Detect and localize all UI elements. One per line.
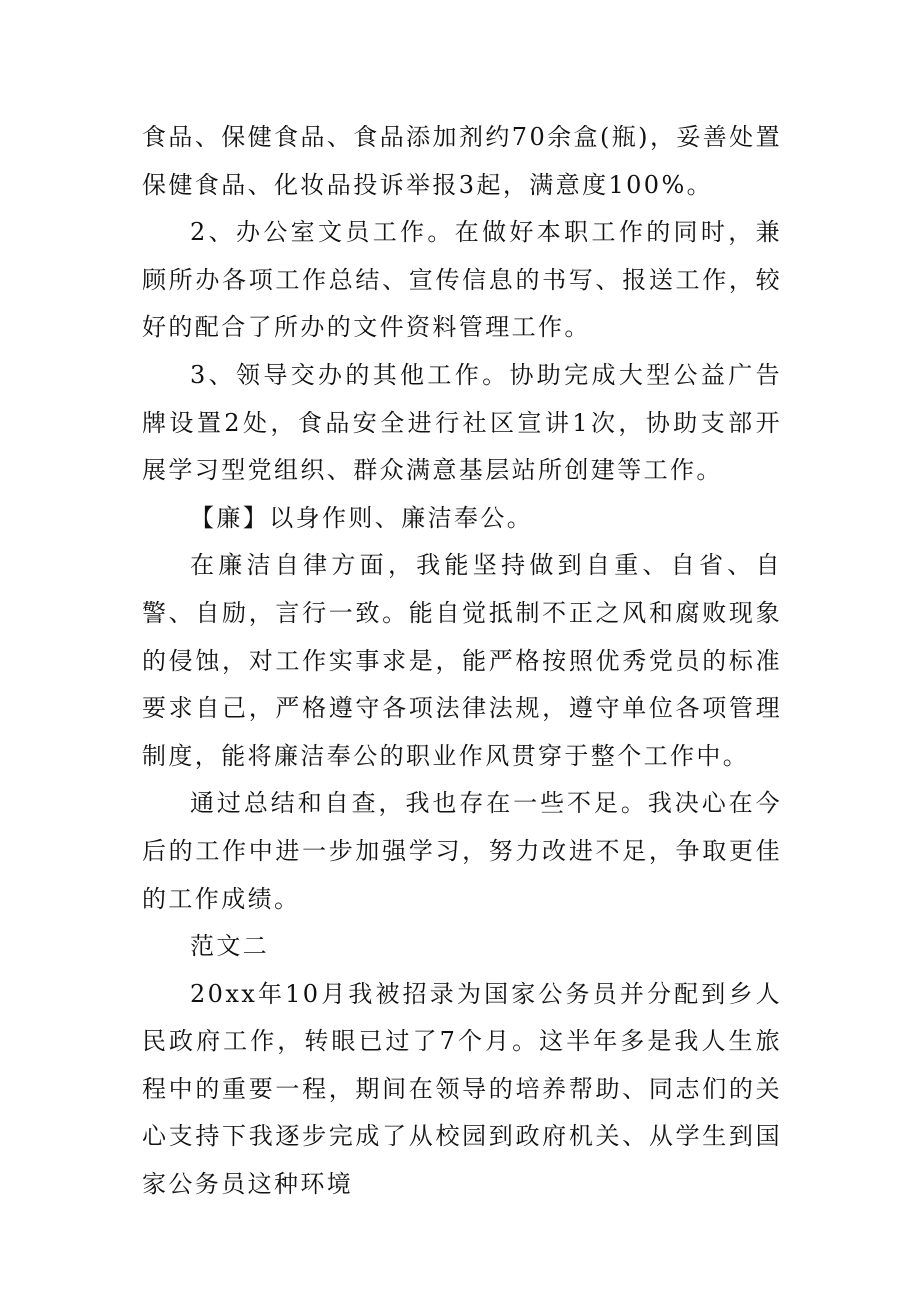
paragraph-continued: 食品、保健食品、食品添加剂约70余盒(瓶)，妥善处置保健食品、化妆品投诉举报3起，满意度100%。	[142, 123, 782, 199]
paragraph-sample-two-intro: 20xx年10月我被招录为国家公务员并分配到乡人民政府工作，转眼已过了7个月。这半年多是我人生旅程中的重要一程，期间在领导的培养帮助、同志们的关心支持下我逐步完成了从校园到政府机关、从学生到国家公务员这种环境	[142, 979, 782, 1199]
paragraph-integrity: 在廉洁自律方面，我能坚持做到自重、自省、自警、自励，言行一致。能自觉抵制不正之风和腐败现象的侵蚀，对工作实事求是，能严格按照优秀党员的标准要求自己，严格遵守各项法律法规，遵守单位各项管理制度，能将廉洁奉公的职业作风贯穿于整个工作中。	[142, 551, 782, 770]
document-body	[142, 114, 782, 1209]
paragraph-other-assigned-work: 3、领导交办的其他工作。协助完成大型公益广告牌设置2处，食品安全进行社区宣讲1次，协助支部开展学习型党组织、群众满意基层站所创建等工作。	[142, 360, 782, 485]
section-heading-integrity: 【廉】以身作则、廉洁奉公。	[190, 503, 534, 532]
paragraph-self-review: 通过总结和自查，我也存在一些不足。我决心在今后的工作中进一步加强学习，努力改进不足，争取更佳的工作成绩。	[142, 789, 782, 913]
section-heading-sample-two: 范文二	[190, 932, 270, 961]
paragraph-office-clerk-work: 2、办公室文员工作。在做好本职工作的同时，兼顾所办各项工作总结、宣传信息的书写、报送工作，较好的配合了所办的文件资料管理工作。	[142, 218, 782, 342]
